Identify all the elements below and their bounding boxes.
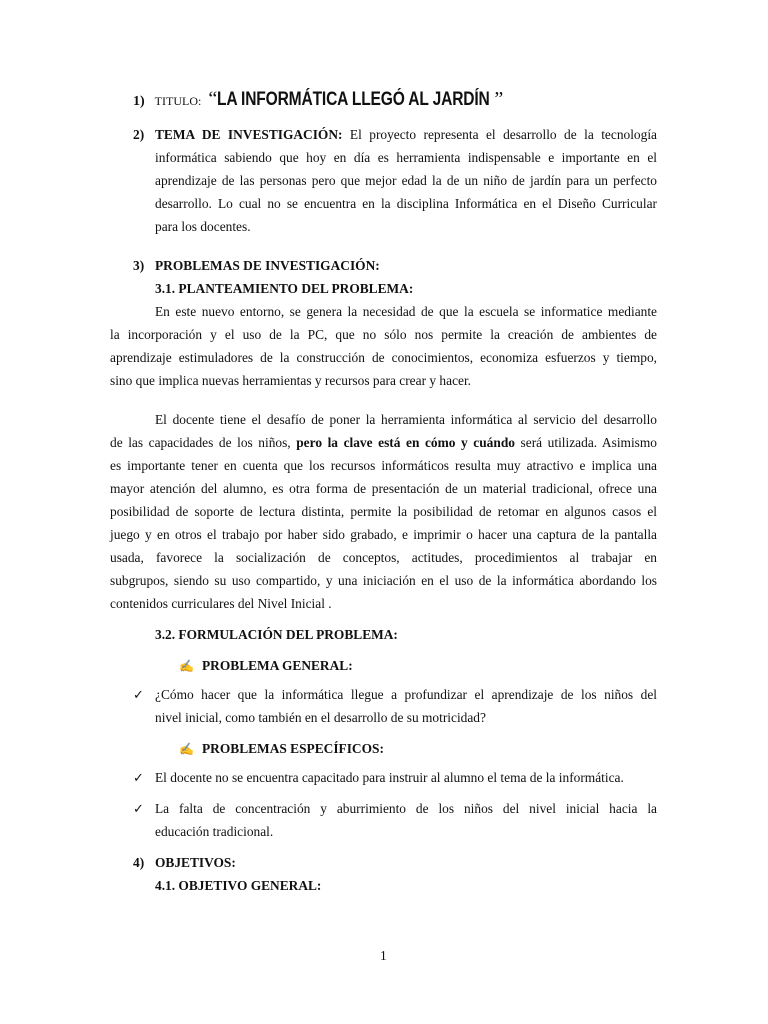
paragraph-line: En este nuevo entorno, se genera la necesidad de que la escuela se informatice mediante [155, 304, 657, 319]
check-mark-icon: ✓ [133, 770, 144, 785]
paragraph-line: contenidos curriculares del Nivel Inicial . [110, 596, 332, 611]
section-2-line: desarrollo. Lo cual no se encuentra en la disciplina Informática en el Diseño Curricular [155, 196, 657, 211]
title-open-quote: “ [208, 88, 218, 110]
section-2-first-line [155, 127, 657, 143]
title-line [133, 88, 503, 118]
section-4-number: 4) [133, 855, 145, 870]
subsection-3-1-heading: 3.1. PLANTEAMIENTO DEL PROBLEMA: [155, 281, 414, 296]
pen-writing-icon: ✍ [179, 659, 194, 673]
section-3-number: 3) [133, 258, 145, 273]
paragraph-line: aprendizaje estimuladores de la construcción de conocimientos, economiza esfuerzos y tiempo, [110, 350, 657, 365]
problemas-especificos-heading: PROBLEMAS ESPECÍFICOS: [202, 741, 384, 756]
list-item-line: nivel inicial, como también en el desarrollo de su motricidad? [155, 710, 486, 725]
paragraph-line: El docente tiene el desafío de poner la herramienta informática al servicio del desarrollo [155, 412, 657, 427]
paragraph-line: posibilidad de soporte de lectura distinta, permite la posibilidad de retomar en algunos casos el [110, 504, 657, 519]
check-mark-icon: ✓ [133, 801, 144, 816]
section-2-line: aprendizaje de las personas pero que mejor edad la de un niño de jardín para un perfecto [155, 173, 657, 188]
paragraph-text: será utilizada. Asimismo [514, 435, 657, 450]
section-2-line: informática sabiendo que hoy en día es herramienta indispensable e importante en el [155, 150, 657, 165]
paragraph-line: subgrupos, siendo su uso compartido, y una iniciación en el uso de la informática abordando los [110, 573, 657, 588]
list-item-line: ¿Cómo hacer que la informática llegue a profundizar el aprendizaje de los niños del [155, 687, 657, 702]
page-number: 1 [380, 948, 387, 963]
title-prefix: TITULO: [154, 94, 202, 108]
section-2-line: para los docentes. [155, 219, 251, 234]
subsection-3-2-heading: 3.2. FORMULACIÓN DEL PROBLEMA: [155, 627, 398, 642]
check-mark-icon: ✓ [133, 687, 144, 702]
section-2-line: El proyecto representa el desarrollo de la tecnología [349, 127, 657, 142]
subsection-4-1-heading: 4.1. OBJETIVO GENERAL: [155, 878, 322, 893]
list-item-line: El docente no se encuentra capacitado para instruir al alumno el tema de la informática. [155, 770, 624, 785]
paragraph-line: es importante tener en cuenta que los recursos informáticos resulta muy atractivo e implica una [110, 458, 657, 473]
emphasis-text: pero la clave está en cómo y cuándo [296, 435, 515, 450]
section-4-heading: OBJETIVOS: [155, 855, 236, 870]
document-title: LA INFORMÁTICA LLEGÓ AL JARDÍN [217, 89, 490, 110]
paragraph-line: la incorporación y el uso de la PC, que no sólo nos permite la creación de ambientes de [110, 327, 657, 342]
paragraph-text: de las capacidades de los niños, [110, 435, 297, 450]
pen-writing-icon: ✍ [179, 742, 194, 756]
section-2-heading: TEMA DE INVESTIGACIÓN: [155, 127, 343, 142]
list-item-line: La falta de concentración y aburrimiento de los niños del nivel inicial hacia la [155, 801, 657, 816]
problema-general-heading: PROBLEMA GENERAL: [202, 658, 353, 673]
paragraph-line-with-emphasis [110, 435, 657, 451]
list-item-line: educación tradicional. [155, 824, 274, 839]
paragraph-line: sino que implica nuevas herramientas y recursos para crear y hacer. [110, 373, 472, 388]
section-3-heading: PROBLEMAS DE INVESTIGACIÓN: [155, 258, 380, 273]
section-2-number: 2) [133, 127, 145, 142]
paragraph-line: usada, favorece la socialización de conceptos, actitudes, procedimientos al trabajar en [110, 550, 657, 565]
title-close-quote: ” [494, 88, 504, 110]
paragraph-line: mayor atención del alumno, es otra forma de presentación de un material tradicional, ofrece una [110, 481, 657, 496]
paragraph-line: juego y en otros el trabajo por haber sido grabado, e imprimir o hacer una captura de la pantalla [110, 527, 657, 542]
title-number: 1) [133, 94, 145, 109]
